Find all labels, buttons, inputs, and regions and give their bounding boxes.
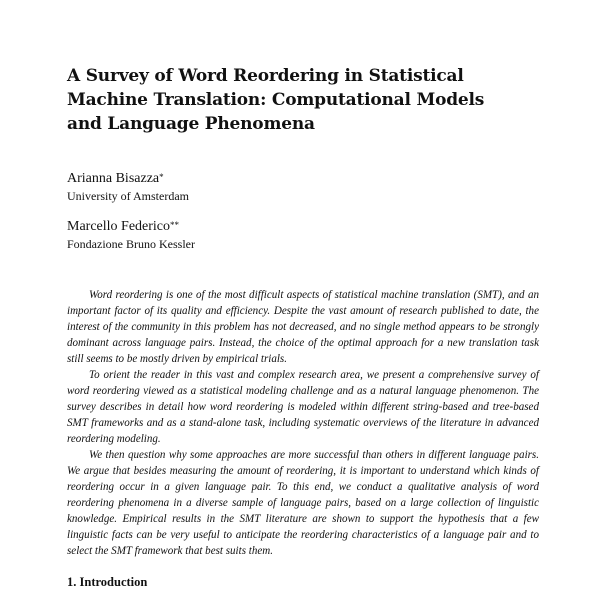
author-affiliation: University of Amsterdam (67, 189, 189, 203)
title-line: and Language Phenomena (67, 114, 315, 134)
abstract-paragraph: We then question why some approaches are more successful than others in different language pairs. We argue that besides measuring the amount of reordering, it is important to understand which kinds of reordering occur in a given language pair. To this end, we conduct a qualitative analysis of word reordering phenomena in a diverse sample of language pairs, based on a large collection of linguistic knowledge. Empirical results in the SMT literature are shown to support the hypothesis that a few linguistic facts can be very useful to anticipate the reordering characteristics of a language pair and to select the SMT framework that best suits them. (67, 449, 539, 557)
title-line: A Survey of Word Reordering in Statistical (67, 66, 464, 86)
abstract-paragraph: To orient the reader in this vast and complex research area, we present a comprehensive survey of word reordering viewed as a statistical modeling challenge and as a natural language phenomenon. The survey describes in detail how word reordering is modeled within different string-based and tree-based SMT frameworks and as a stand-alone task, including systematic overviews of the literature in advanced reordering modeling. (67, 369, 539, 445)
abstract-paragraph: Word reordering is one of the most difficult aspects of statistical machine translation (SMT), and an important factor of its quality and efficiency. Despite the vast amount of research published to date, the interest of the community in this problem has not decreased, and no single method appears to be strongly dominant across language pairs. Instead, the choice of the optimal approach for a new translation task still seems to be mostly driven by empirical trials. (67, 289, 539, 365)
title-line: Machine Translation: Computational Models (67, 90, 485, 110)
abstract (67, 287, 539, 559)
author-name-text: Arianna Bisazza (67, 171, 160, 186)
author-name-text: Marcello Federico (67, 219, 171, 234)
author-footnote-mark: ** (170, 220, 180, 230)
author-affiliation: Fondazione Bruno Kessler (67, 237, 195, 251)
author-name (67, 219, 179, 235)
author-footnote-mark: * (159, 172, 164, 182)
section-heading: 1. Introduction (67, 575, 148, 589)
paper-title (67, 64, 487, 136)
author-name (67, 171, 164, 187)
